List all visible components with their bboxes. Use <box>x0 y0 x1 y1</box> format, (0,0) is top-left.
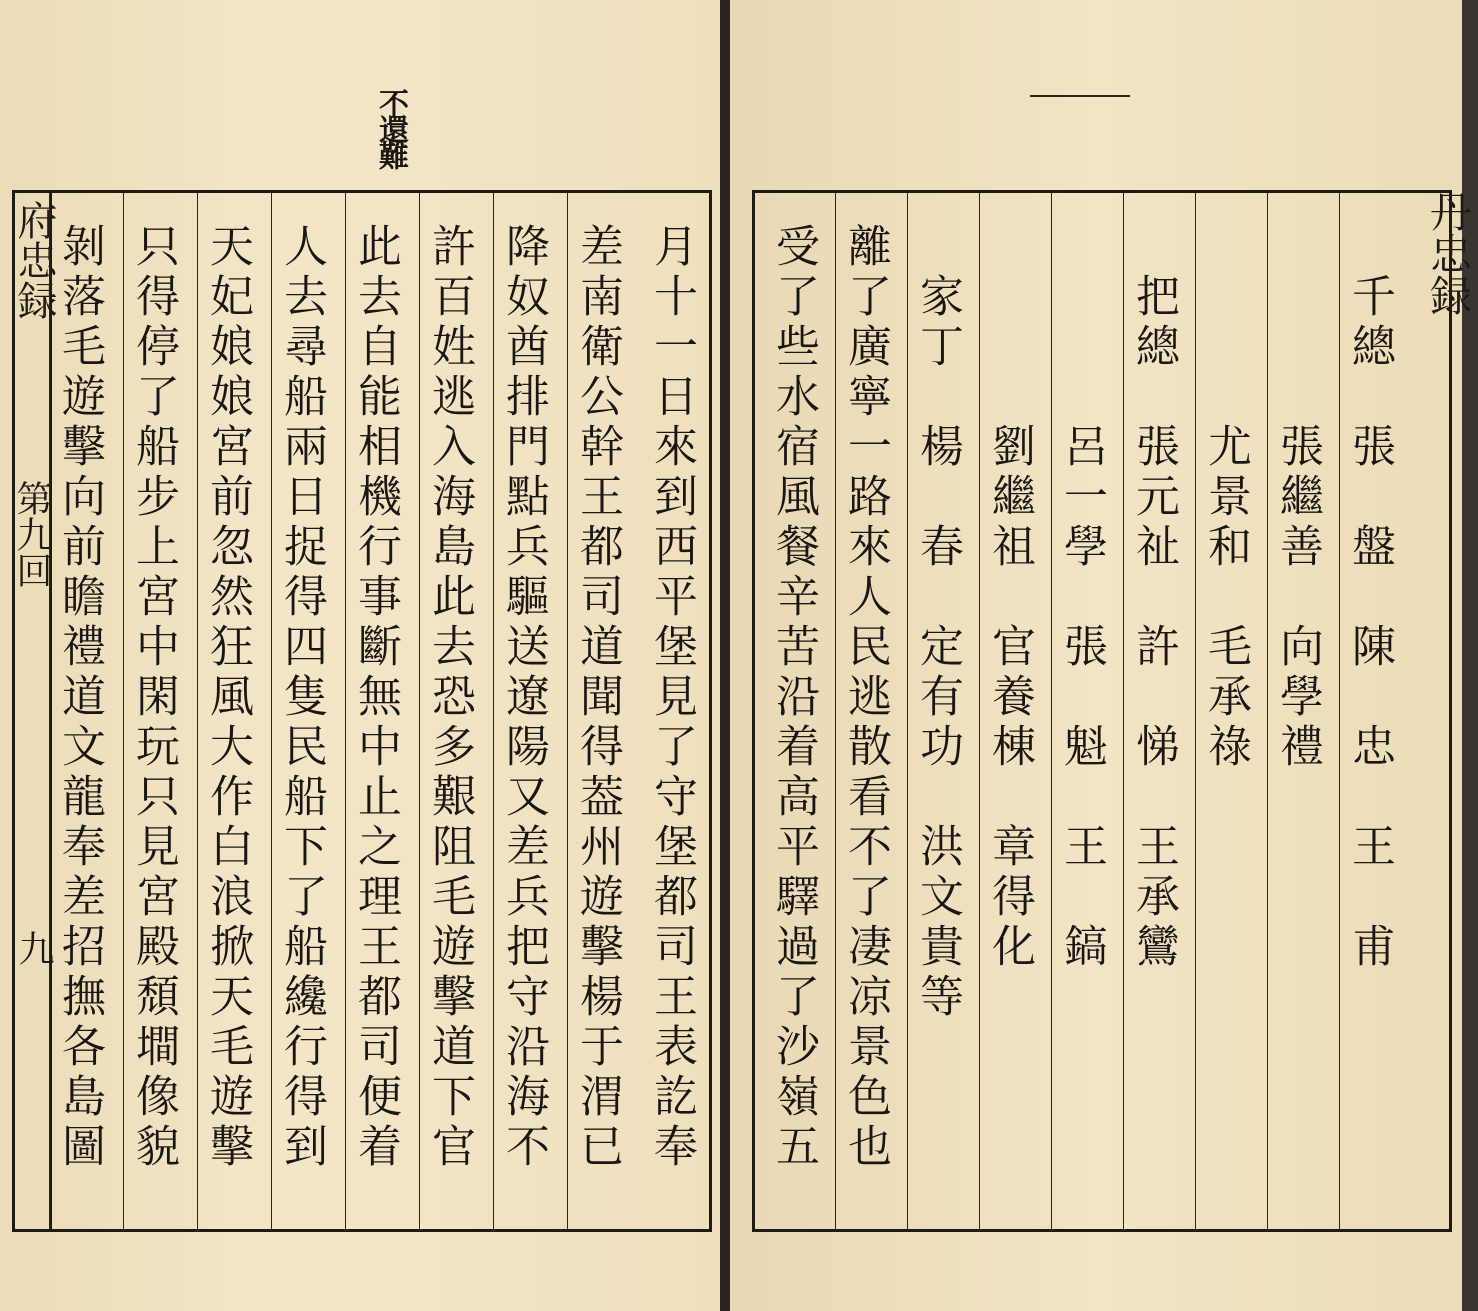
right-column-3: 家丁 楊 春 定有功 洪文貴等 <box>907 193 967 1229</box>
left-column-8: 只得停了船步上宮中閑玩只見宮殿頹墹像貌 <box>123 193 183 1229</box>
left-column-5: 此去自能相機行事斷無中止之理王都司便着 <box>345 193 405 1229</box>
left-page <box>0 0 720 1311</box>
right-column-4: 劉繼祖 官養棟 章得化 <box>979 193 1039 1229</box>
left-column-2: 差南衛公幹王都司道聞得葢州遊擊楊于渭已 <box>567 193 627 1229</box>
margin-chapter-label: 第九回 <box>11 480 52 588</box>
edge-book-title: 丹忠録 <box>1424 190 1473 316</box>
right-text-frame <box>752 190 1452 1232</box>
right-column-9: 千總 張 盤 陳 忠 王 甫 <box>1339 193 1399 1229</box>
left-column-4: 許百姓逃入海島此去恐多艱阻毛遊擊道下官 <box>419 193 479 1229</box>
right-column-6: 把總 張元祉 許 悌 王承鸞 <box>1123 193 1183 1229</box>
left-column-6: 人去尋船兩日捉得四隻民船下了船纔行得到 <box>271 193 331 1229</box>
left-column-9: 剝落毛遊擊向前瞻禮道文龍奉差招撫各島圖 <box>49 193 109 1229</box>
margin-page-number: 九 <box>13 930 54 966</box>
right-column-1: 受了些水宿風餐辛苦沿着高平驛過了沙嶺五 <box>768 223 819 1173</box>
left-column-3: 降奴酋排門點兵驅送遼陽又差兵把守沿海不 <box>493 193 553 1229</box>
ink-mark <box>1030 95 1130 127</box>
book-gutter <box>720 0 730 1311</box>
right-column-5: 呂一學 張 魁 王 鎬 <box>1051 193 1111 1229</box>
left-column-7: 天妃娘娘宮前忽然狂風大作白浪掀天毛遊擊 <box>197 193 257 1229</box>
left-column-1: 月十一日來到西平堡見了守堡都司王表訖奉 <box>646 223 697 1173</box>
margin-book-title: 府忠録 <box>11 200 57 320</box>
left-text-frame <box>12 190 712 1232</box>
right-column-7: 尤景和 毛承祿 <box>1195 193 1255 1229</box>
handwritten-note: 不還難 <box>373 88 408 166</box>
right-column-8: 張繼善 向學禮 <box>1267 193 1327 1229</box>
right-column-2: 離了廣寧一路來人民逃散看不了凄凉景色也 <box>835 193 895 1229</box>
